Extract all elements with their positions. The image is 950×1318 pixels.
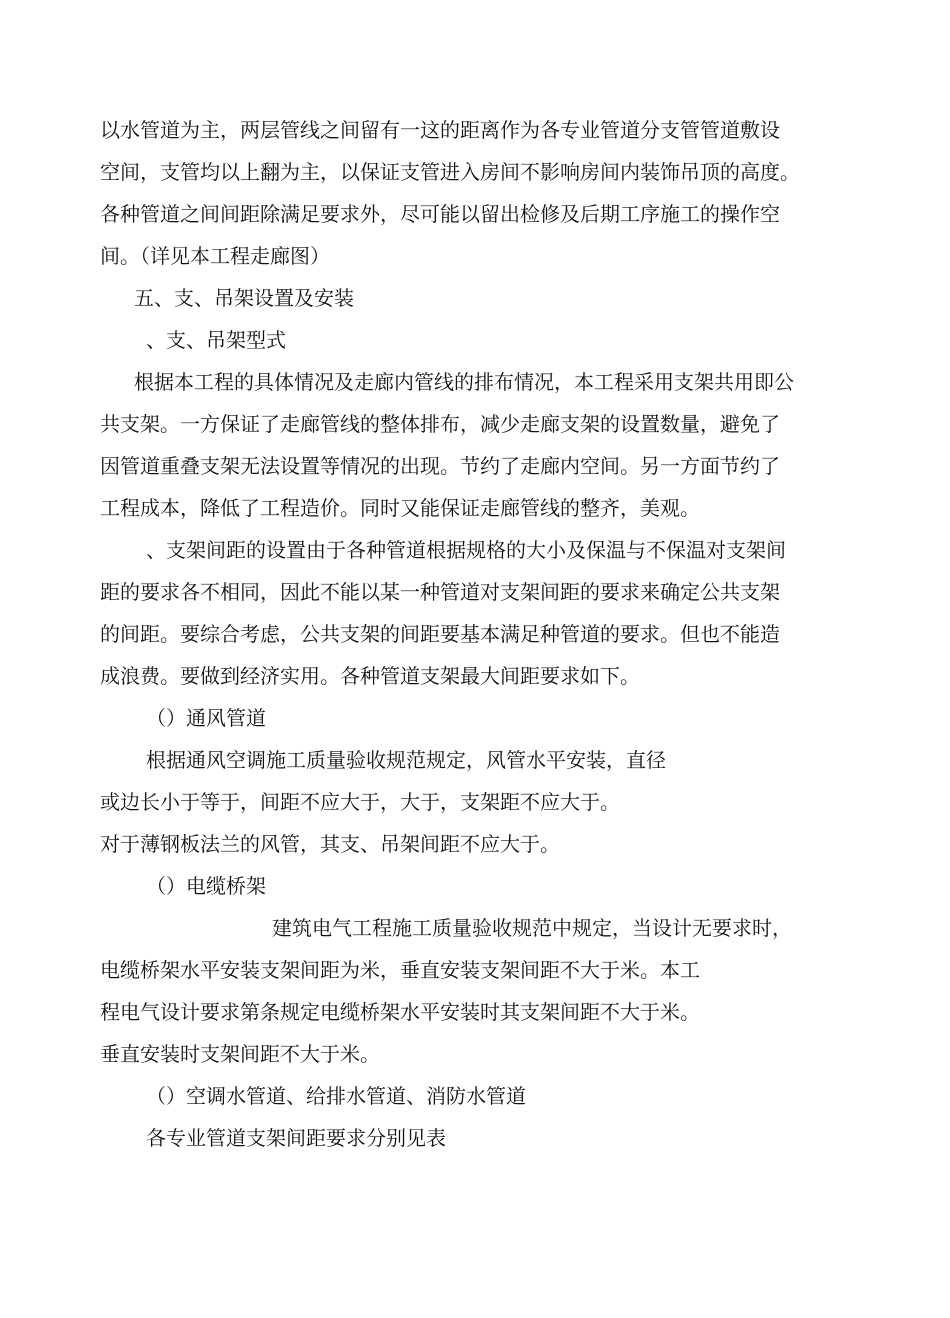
body-line: 间。（详见本工程走廊图） [100, 244, 330, 268]
body-line: 电缆桥架水平安装支架间距为米，垂直安装支架间距不大于米。本工 [100, 958, 700, 982]
body-line: 共支架。一方保证了走廊管线的整体排布，减少走廊支架的设置数量，避免了 [100, 412, 780, 436]
body-line: 或边长小于等于，间距不应大于，大于，支架距不应大于。 [100, 790, 620, 814]
body-line: 建筑电气工程施工质量验收规范中规定，当设计无要求时， [272, 916, 792, 940]
section-heading: 五、支、吊架设置及安装 [134, 286, 354, 310]
body-line: 空间，支管均以上翻为主，以保证支管进入房间不影响房间内装饰吊顶的高度。 [100, 160, 800, 184]
body-line: 成浪费。要做到经济实用。各种管道支架最大间距要求如下。 [100, 664, 640, 688]
body-line: 、支架间距的设置由于各种管道根据规格的大小及保温与不保温对支架间 [146, 538, 786, 562]
body-line: 工程成本，降低了工程造价。同时又能保证走廊管线的整齐，美观。 [100, 496, 700, 520]
subsection-heading: （）空调水管道、给排水管道、消防水管道 [146, 1084, 526, 1108]
body-line: 程电气设计要求第条规定电缆桥架水平安装时其支架间距不大于米。 [100, 1000, 700, 1024]
body-line: 各种管道之间间距除满足要求外，尽可能以留出检修及后期工序施工的操作空 [100, 202, 780, 226]
subsection-heading: （）电缆桥架 [146, 874, 266, 898]
body-line: 对于薄钢板法兰的风管，其支、吊架间距不应大于。 [100, 832, 560, 856]
body-line: 根据本工程的具体情况及走廊内管线的排布情况，本工程采用支架共用即公 [134, 370, 794, 394]
body-line: 因管道重叠支架无法设置等情况的出现。节约了走廊内空间。另一方面节约了 [100, 454, 780, 478]
body-line: 的间距。要综合考虑，公共支架的间距要基本满足种管道的要求。但也不能造 [100, 622, 780, 646]
body-line: 以水管道为主，两层管线之间留有一这的距离作为各专业管道分支管管道敷设 [100, 118, 780, 142]
body-line: 距的要求各不相同，因此不能以某一种管道对支架间距的要求来确定公共支架 [100, 580, 780, 604]
body-line: 根据通风空调施工质量验收规范规定，风管水平安装，直径 [146, 748, 666, 772]
body-line: 垂直安装时支架间距不大于米。 [100, 1042, 380, 1066]
subsection-heading: （）通风管道 [146, 706, 266, 730]
subsection-heading: 、支、吊架型式 [146, 328, 286, 352]
body-line: 各专业管道支架间距要求分别见表 [146, 1126, 446, 1150]
